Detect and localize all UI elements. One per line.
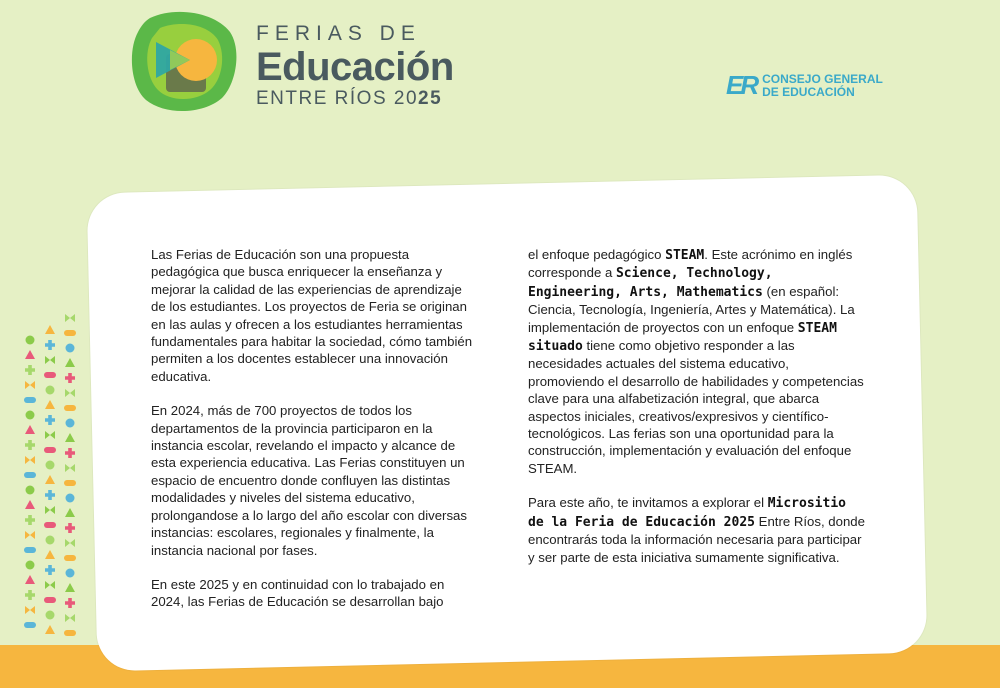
- decorative-shape: [66, 494, 75, 503]
- decorative-shape: [45, 415, 55, 425]
- decorative-shape: [25, 590, 35, 600]
- decorative-shape: [65, 314, 75, 322]
- paragraph-steam: el enfoque pedagógico STEAM. Este acrónimo en inglés corresponde a Science, Technology, Engineering, Arts, Mathematics (en español: Ciencia, Tecnología, Ingeniería, Artes y Matemática). La implementación de proyectos con un enfoque STEAM situado tiene como objetivo responder a las necesidades actuales del sistema educativo, promoviendo el desarrollo de habilidades y competencias clave para una alfabetización integral, que abarca aspectos iniciales, creativos/expresivos y científico-tecnológicos. Las ferias son una oportunidad para la construcción, implementación y evaluación del enfoque STEAM.: [528, 247, 864, 476]
- decorative-shape: [64, 555, 76, 561]
- decorative-shape: [24, 397, 36, 403]
- decorative-shape: [65, 373, 75, 383]
- decorative-shape: [44, 522, 56, 528]
- text-column-right: [528, 246, 866, 583]
- decorative-shape: [25, 365, 35, 375]
- decorative-shape: [66, 569, 75, 578]
- decorative-shape: [44, 597, 56, 603]
- er-logo-icon: ER: [726, 70, 757, 100]
- decorative-shape: [45, 490, 55, 500]
- decorative-shape: [45, 340, 55, 350]
- decorative-shape: [44, 447, 56, 453]
- decorative-shape: [25, 440, 35, 450]
- decorative-shape: [26, 561, 35, 570]
- decorative-shape: [66, 419, 75, 428]
- decorative-shape: [24, 472, 36, 478]
- decorative-shape: [65, 523, 75, 533]
- decorative-shape: [64, 480, 76, 486]
- paragraph-2025: En este 2025 y en continuidad con lo trabajado en 2024, las Ferias de Educación se desarrollan bajo: [151, 576, 445, 610]
- decorative-shape: [25, 425, 35, 434]
- paragraph-2024: En 2024, más de 700 proyectos de todos los departamentos de la provincia participaron en la instancia escolar, revelando el impacto y alcance de esta experiencia educativa. Las Ferias constituyen un espacio de encuentro donde confluyen las distintas modalidades y niveles del sistema educativo, prolongandose a lo largo del año escolar con diversas instancias: escolares, regionales y finalmente, la instancia nacional por fases.: [151, 403, 467, 558]
- decorative-shape: [46, 461, 55, 470]
- decorative-shape: [45, 565, 55, 575]
- decorative-shape: [25, 456, 35, 464]
- decorative-shape: [46, 536, 55, 545]
- decorative-shape: [65, 389, 75, 397]
- decorative-shape: [64, 405, 76, 411]
- decorative-shape: [65, 614, 75, 622]
- decorative-shape: [26, 486, 35, 495]
- keyword-steam: STEAM: [665, 248, 705, 263]
- decorative-shape: [24, 622, 36, 628]
- decorative-shape: [24, 547, 36, 553]
- decorative-shape: [65, 448, 75, 458]
- paragraph-intro: Las Ferias de Educación son una propuesta pedagógica que busca enriquecer la enseñanza y mejorar la calidad de las experiencias de aprendizaje de los estudiantes. Los proyectos de Feria se originan en las aulas y ofrecen a los estudiantes herramientas fundamentales para habitar la sociedad, cómo también permiten a los docentes establecer una innovación educativa.: [151, 247, 473, 384]
- decorative-shape: [25, 381, 35, 389]
- decorative-shape: [65, 539, 75, 547]
- decorative-shape: [45, 431, 55, 439]
- decorative-shape: [45, 325, 55, 334]
- text-column-left: [151, 246, 476, 628]
- decorative-shape: [64, 630, 76, 636]
- decorative-shape: [45, 506, 55, 514]
- paragraph-micrositio: Para este año, te invitamos a explorar el Micrositio de la Feria de Educación 2025 Entre Ríos, donde encontrarás toda la información necesaria para participar y ser parte de esta iniciativa sumamente significativa.: [528, 495, 865, 565]
- decorative-shape: [65, 598, 75, 608]
- decorative-shape: [25, 500, 35, 509]
- cge-line-2: DE EDUCACIÓN: [762, 84, 855, 99]
- decorative-shape: [25, 575, 35, 584]
- decorative-shape: [65, 508, 75, 517]
- decorative-shape: [65, 464, 75, 472]
- decorative-shape: [26, 411, 35, 420]
- decorative-shape: [44, 372, 56, 378]
- decorative-shape: [45, 475, 55, 484]
- keyword-science-tech: Science, Technology, Engineering, Arts, Mathematics: [528, 266, 773, 300]
- logo-line-educacion: Educación: [256, 45, 454, 89]
- decorative-shapes: [18, 310, 88, 650]
- decorative-shape: [45, 356, 55, 364]
- decorative-shape: [26, 336, 35, 345]
- decorative-shape: [45, 581, 55, 589]
- ferias-logo-icon: [130, 10, 238, 114]
- decorative-shape: [25, 531, 35, 539]
- ferias-logo: [130, 10, 490, 120]
- decorative-shape: [66, 344, 75, 353]
- cge-line-1: CONSEJO GENERAL: [762, 71, 883, 86]
- decorative-shape: [64, 330, 76, 336]
- logo-line-entre-rios: ENTRE RÍOS 2025: [256, 88, 443, 109]
- decorative-shape: [45, 625, 55, 634]
- decorative-shape: [45, 550, 55, 559]
- decorative-shape: [65, 583, 75, 592]
- decorative-shape: [65, 433, 75, 442]
- decorative-shape: [46, 611, 55, 620]
- decorative-shape: [25, 350, 35, 359]
- decorative-shape: [45, 400, 55, 409]
- decorative-shape: [25, 515, 35, 525]
- decorative-shape: [25, 606, 35, 614]
- cge-logo: [726, 70, 883, 101]
- decorative-shape: [65, 358, 75, 367]
- decorative-shape: [46, 386, 55, 395]
- micrositio-link[interactable]: Micrositio de la Feria de Educación 2025: [528, 496, 846, 530]
- logo-line-ferias: FERIAS DE: [256, 22, 421, 45]
- keyword-steam-situado: STEAM situado: [528, 320, 837, 355]
